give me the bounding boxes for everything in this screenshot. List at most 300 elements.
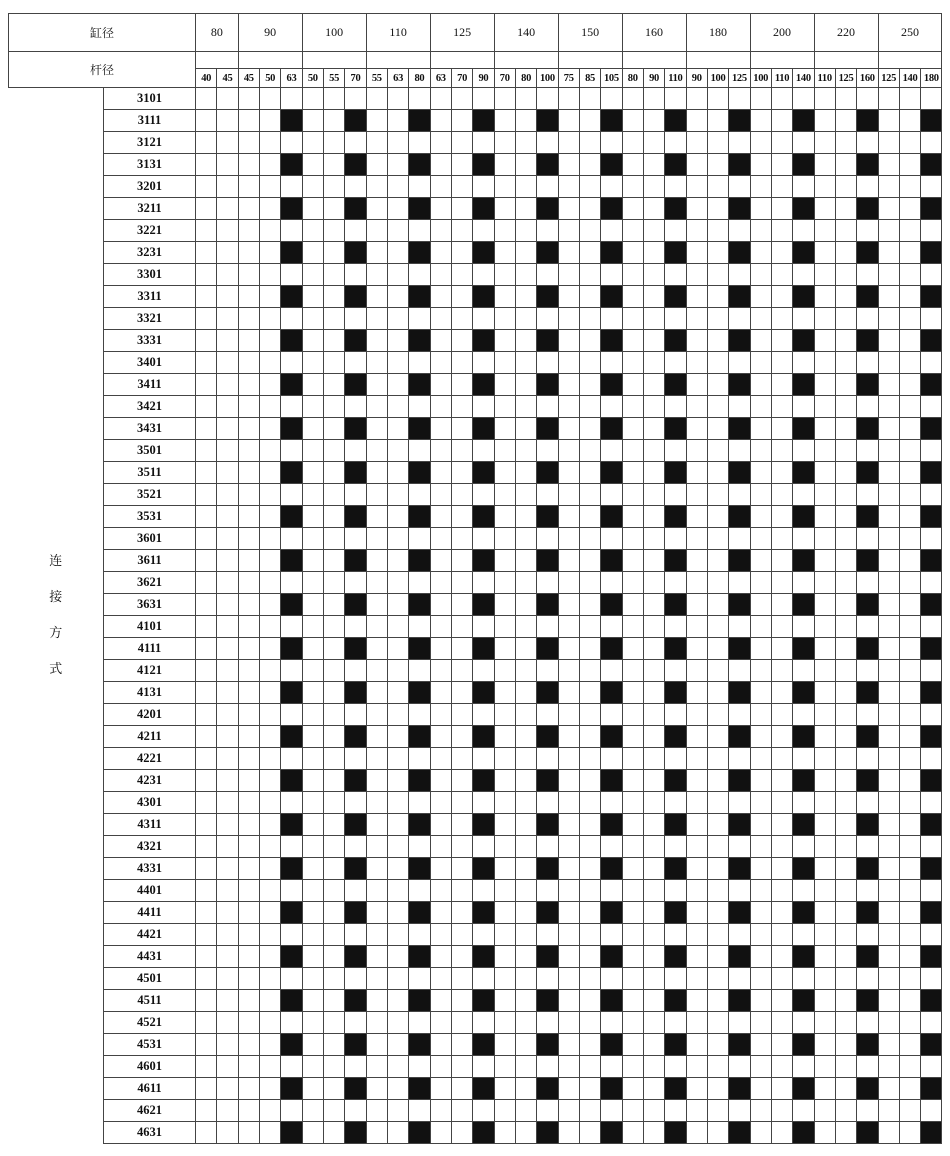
- available-cell: [921, 242, 942, 264]
- empty-cell: [665, 1056, 686, 1078]
- empty-cell: [537, 484, 558, 506]
- rod-value: 63: [281, 69, 302, 88]
- empty-cell: [643, 814, 664, 836]
- empty-cell: [665, 440, 686, 462]
- empty-cell: [494, 418, 515, 440]
- empty-cell: [387, 682, 408, 704]
- empty-cell: [814, 660, 835, 682]
- empty-cell: [537, 352, 558, 374]
- empty-cell: [302, 968, 323, 990]
- available-cell: [537, 330, 558, 352]
- empty-cell: [515, 660, 536, 682]
- empty-cell: [750, 506, 771, 528]
- empty-cell: [558, 176, 579, 198]
- empty-cell: [430, 198, 451, 220]
- empty-cell: [750, 748, 771, 770]
- empty-cell: [793, 176, 814, 198]
- empty-cell: [217, 396, 238, 418]
- empty-cell: [579, 286, 600, 308]
- empty-cell: [878, 1056, 899, 1078]
- empty-cell: [878, 418, 899, 440]
- empty-cell: [217, 638, 238, 660]
- empty-cell: [686, 880, 707, 902]
- available-cell: [281, 198, 302, 220]
- available-cell: [665, 990, 686, 1012]
- available-cell: [729, 242, 750, 264]
- empty-cell: [366, 616, 387, 638]
- connection-code: 3431: [104, 418, 196, 440]
- available-cell: [473, 1122, 494, 1144]
- available-cell: [729, 550, 750, 572]
- table-row: [9, 374, 942, 396]
- available-cell: [281, 418, 302, 440]
- empty-cell: [643, 330, 664, 352]
- empty-cell: [430, 1122, 451, 1144]
- empty-cell: [345, 440, 366, 462]
- available-cell: [345, 550, 366, 572]
- empty-cell: [259, 770, 280, 792]
- empty-cell: [899, 374, 920, 396]
- empty-cell: [622, 132, 643, 154]
- empty-cell: [238, 792, 259, 814]
- available-cell: [857, 1034, 878, 1056]
- empty-cell: [601, 528, 622, 550]
- empty-cell: [622, 264, 643, 286]
- empty-cell: [622, 902, 643, 924]
- empty-cell: [217, 352, 238, 374]
- empty-cell: [643, 858, 664, 880]
- connection-code: 3311: [104, 286, 196, 308]
- empty-cell: [345, 396, 366, 418]
- empty-cell: [387, 968, 408, 990]
- empty-cell: [878, 110, 899, 132]
- empty-cell: [750, 990, 771, 1012]
- empty-cell: [814, 616, 835, 638]
- empty-cell: [771, 528, 792, 550]
- empty-cell: [750, 264, 771, 286]
- empty-cell: [707, 1034, 728, 1056]
- empty-cell: [771, 176, 792, 198]
- empty-cell: [771, 660, 792, 682]
- empty-cell: [707, 198, 728, 220]
- empty-cell: [750, 286, 771, 308]
- empty-cell: [302, 528, 323, 550]
- empty-cell: [878, 132, 899, 154]
- empty-cell: [345, 660, 366, 682]
- empty-cell: [451, 418, 472, 440]
- empty-cell: [579, 308, 600, 330]
- rod-value: 85: [579, 69, 600, 88]
- empty-cell: [665, 352, 686, 374]
- empty-cell: [409, 660, 430, 682]
- empty-cell: [302, 1012, 323, 1034]
- empty-cell: [558, 242, 579, 264]
- empty-cell: [579, 814, 600, 836]
- empty-cell: [323, 704, 344, 726]
- empty-cell: [345, 616, 366, 638]
- empty-cell: [217, 748, 238, 770]
- empty-cell: [878, 682, 899, 704]
- empty-cell: [643, 902, 664, 924]
- empty-cell: [430, 726, 451, 748]
- available-cell: [473, 594, 494, 616]
- empty-cell: [878, 1012, 899, 1034]
- empty-cell: [323, 990, 344, 1012]
- empty-cell: [707, 1078, 728, 1100]
- empty-cell: [814, 968, 835, 990]
- empty-cell: [430, 990, 451, 1012]
- empty-cell: [238, 462, 259, 484]
- empty-cell: [899, 748, 920, 770]
- empty-cell: [323, 418, 344, 440]
- empty-cell: [835, 506, 856, 528]
- empty-cell: [259, 880, 280, 902]
- empty-cell: [814, 352, 835, 374]
- empty-cell: [259, 550, 280, 572]
- empty-cell: [366, 132, 387, 154]
- empty-cell: [814, 836, 835, 858]
- empty-cell: [771, 264, 792, 286]
- empty-cell: [558, 440, 579, 462]
- empty-cell: [750, 1056, 771, 1078]
- empty-cell: [558, 924, 579, 946]
- empty-cell: [345, 836, 366, 858]
- empty-cell: [686, 286, 707, 308]
- empty-cell: [707, 616, 728, 638]
- available-cell: [409, 770, 430, 792]
- empty-cell: [217, 198, 238, 220]
- available-cell: [345, 506, 366, 528]
- available-cell: [473, 330, 494, 352]
- empty-cell: [473, 484, 494, 506]
- empty-cell: [707, 110, 728, 132]
- empty-cell: [771, 220, 792, 242]
- available-cell: [473, 902, 494, 924]
- empty-cell: [387, 374, 408, 396]
- available-cell: [729, 506, 750, 528]
- empty-cell: [558, 946, 579, 968]
- empty-cell: [814, 704, 835, 726]
- empty-cell: [430, 946, 451, 968]
- empty-cell: [899, 550, 920, 572]
- table-row: [9, 132, 942, 154]
- empty-cell: [750, 638, 771, 660]
- empty-cell: [750, 902, 771, 924]
- table-row: [9, 836, 942, 858]
- empty-cell: [259, 814, 280, 836]
- empty-cell: [387, 660, 408, 682]
- available-cell: [409, 726, 430, 748]
- empty-cell: [665, 308, 686, 330]
- empty-cell: [665, 924, 686, 946]
- available-cell: [921, 506, 942, 528]
- empty-cell: [515, 836, 536, 858]
- empty-cell: [323, 330, 344, 352]
- empty-cell: [387, 176, 408, 198]
- empty-cell: [878, 396, 899, 418]
- empty-cell: [835, 418, 856, 440]
- connection-code: 3411: [104, 374, 196, 396]
- table-row: [9, 638, 942, 660]
- connection-code: 3211: [104, 198, 196, 220]
- empty-cell: [323, 726, 344, 748]
- empty-cell: [537, 176, 558, 198]
- empty-cell: [558, 1122, 579, 1144]
- empty-cell: [707, 990, 728, 1012]
- available-cell: [473, 550, 494, 572]
- empty-cell: [302, 660, 323, 682]
- connection-code: 4201: [104, 704, 196, 726]
- empty-cell: [302, 550, 323, 572]
- table-row: [9, 528, 942, 550]
- empty-cell: [430, 1012, 451, 1034]
- empty-cell: [494, 814, 515, 836]
- empty-cell: [814, 990, 835, 1012]
- available-cell: [281, 330, 302, 352]
- empty-cell: [537, 880, 558, 902]
- table-row: [9, 1078, 942, 1100]
- available-cell: [793, 198, 814, 220]
- empty-cell: [366, 990, 387, 1012]
- connection-code: 4121: [104, 660, 196, 682]
- empty-cell: [366, 484, 387, 506]
- empty-cell: [323, 506, 344, 528]
- empty-cell: [643, 176, 664, 198]
- empty-cell: [921, 1100, 942, 1122]
- available-cell: [409, 990, 430, 1012]
- empty-cell: [878, 946, 899, 968]
- available-cell: [601, 814, 622, 836]
- empty-cell: [686, 1078, 707, 1100]
- available-cell: [601, 286, 622, 308]
- empty-cell: [366, 176, 387, 198]
- empty-cell: [558, 836, 579, 858]
- available-cell: [281, 242, 302, 264]
- empty-cell: [771, 110, 792, 132]
- empty-cell: [878, 374, 899, 396]
- empty-cell: [665, 968, 686, 990]
- rod-value: 125: [835, 69, 856, 88]
- empty-cell: [238, 1100, 259, 1122]
- empty-cell: [921, 396, 942, 418]
- empty-cell: [771, 682, 792, 704]
- available-cell: [537, 110, 558, 132]
- empty-cell: [302, 462, 323, 484]
- empty-cell: [878, 462, 899, 484]
- available-cell: [793, 462, 814, 484]
- empty-cell: [217, 594, 238, 616]
- empty-cell: [622, 418, 643, 440]
- empty-cell: [793, 924, 814, 946]
- empty-cell: [878, 990, 899, 1012]
- table-row: [9, 506, 942, 528]
- empty-cell: [835, 858, 856, 880]
- empty-cell: [196, 264, 217, 286]
- empty-cell: [878, 770, 899, 792]
- empty-cell: [665, 660, 686, 682]
- empty-cell: [857, 220, 878, 242]
- empty-cell: [494, 110, 515, 132]
- empty-cell: [387, 1056, 408, 1078]
- available-cell: [537, 1034, 558, 1056]
- available-cell: [601, 726, 622, 748]
- empty-cell: [707, 220, 728, 242]
- empty-cell: [387, 572, 408, 594]
- empty-cell: [409, 132, 430, 154]
- rod-value: 140: [899, 69, 920, 88]
- empty-cell: [430, 968, 451, 990]
- empty-cell: [814, 1034, 835, 1056]
- empty-cell: [729, 264, 750, 286]
- available-cell: [921, 418, 942, 440]
- empty-cell: [302, 220, 323, 242]
- available-cell: [537, 374, 558, 396]
- empty-cell: [686, 440, 707, 462]
- empty-cell: [622, 1012, 643, 1034]
- empty-cell: [579, 836, 600, 858]
- empty-cell: [750, 242, 771, 264]
- empty-cell: [921, 88, 942, 110]
- empty-cell: [430, 682, 451, 704]
- empty-cell: [686, 616, 707, 638]
- empty-cell: [899, 1012, 920, 1034]
- connection-code: 4501: [104, 968, 196, 990]
- rod-value: 110: [665, 69, 686, 88]
- available-cell: [409, 506, 430, 528]
- empty-cell: [814, 528, 835, 550]
- empty-cell: [601, 1100, 622, 1122]
- empty-cell: [835, 924, 856, 946]
- empty-cell: [494, 506, 515, 528]
- empty-cell: [579, 264, 600, 286]
- empty-cell: [217, 814, 238, 836]
- empty-cell: [387, 528, 408, 550]
- rod-value: 50: [302, 69, 323, 88]
- table-row: [9, 924, 942, 946]
- available-cell: [857, 506, 878, 528]
- empty-cell: [835, 616, 856, 638]
- empty-cell: [750, 1078, 771, 1100]
- empty-cell: [494, 990, 515, 1012]
- empty-cell: [409, 396, 430, 418]
- empty-cell: [771, 902, 792, 924]
- empty-cell: [835, 264, 856, 286]
- empty-cell: [835, 946, 856, 968]
- table-row: [9, 220, 942, 242]
- empty-cell: [921, 484, 942, 506]
- empty-cell: [238, 836, 259, 858]
- empty-cell: [729, 528, 750, 550]
- empty-cell: [579, 176, 600, 198]
- empty-cell: [622, 990, 643, 1012]
- empty-cell: [878, 616, 899, 638]
- empty-cell: [366, 506, 387, 528]
- empty-cell: [665, 836, 686, 858]
- empty-cell: [665, 484, 686, 506]
- empty-cell: [451, 814, 472, 836]
- empty-cell: [921, 924, 942, 946]
- empty-cell: [387, 352, 408, 374]
- empty-cell: [409, 484, 430, 506]
- empty-cell: [451, 220, 472, 242]
- empty-cell: [835, 352, 856, 374]
- empty-cell: [238, 440, 259, 462]
- empty-cell: [387, 220, 408, 242]
- empty-cell: [707, 704, 728, 726]
- empty-cell: [515, 132, 536, 154]
- available-cell: [665, 638, 686, 660]
- empty-cell: [579, 572, 600, 594]
- empty-cell: [686, 770, 707, 792]
- empty-cell: [345, 1012, 366, 1034]
- empty-cell: [814, 1122, 835, 1144]
- available-cell: [473, 374, 494, 396]
- empty-cell: [494, 682, 515, 704]
- empty-cell: [451, 1100, 472, 1122]
- empty-cell: [686, 352, 707, 374]
- empty-cell: [750, 308, 771, 330]
- empty-cell: [473, 528, 494, 550]
- connection-code: 4111: [104, 638, 196, 660]
- empty-cell: [707, 308, 728, 330]
- empty-cell: [238, 770, 259, 792]
- empty-cell: [750, 660, 771, 682]
- empty-cell: [259, 506, 280, 528]
- rod-value: 105: [601, 69, 622, 88]
- connection-code: 3511: [104, 462, 196, 484]
- empty-cell: [409, 616, 430, 638]
- connection-code: 3131: [104, 154, 196, 176]
- table-row: [9, 242, 942, 264]
- empty-cell: [878, 440, 899, 462]
- available-cell: [921, 726, 942, 748]
- empty-cell: [579, 330, 600, 352]
- empty-cell: [643, 396, 664, 418]
- empty-cell: [579, 858, 600, 880]
- empty-cell: [857, 440, 878, 462]
- empty-cell: [729, 132, 750, 154]
- available-cell: [473, 506, 494, 528]
- empty-cell: [451, 572, 472, 594]
- empty-cell: [622, 594, 643, 616]
- table-row: [9, 682, 942, 704]
- available-cell: [601, 506, 622, 528]
- empty-cell: [921, 308, 942, 330]
- empty-cell: [302, 484, 323, 506]
- empty-cell: [579, 638, 600, 660]
- empty-cell: [451, 440, 472, 462]
- empty-cell: [345, 352, 366, 374]
- empty-cell: [665, 220, 686, 242]
- empty-cell: [451, 462, 472, 484]
- empty-cell: [537, 704, 558, 726]
- empty-cell: [707, 682, 728, 704]
- empty-cell: [451, 990, 472, 1012]
- empty-cell: [643, 506, 664, 528]
- empty-cell: [238, 1122, 259, 1144]
- available-cell: [729, 682, 750, 704]
- empty-cell: [665, 88, 686, 110]
- empty-cell: [579, 946, 600, 968]
- empty-cell: [302, 154, 323, 176]
- empty-cell: [238, 88, 259, 110]
- table-row: [9, 1056, 942, 1078]
- empty-cell: [899, 1056, 920, 1078]
- empty-cell: [196, 836, 217, 858]
- empty-cell: [196, 242, 217, 264]
- empty-cell: [515, 1056, 536, 1078]
- empty-cell: [323, 528, 344, 550]
